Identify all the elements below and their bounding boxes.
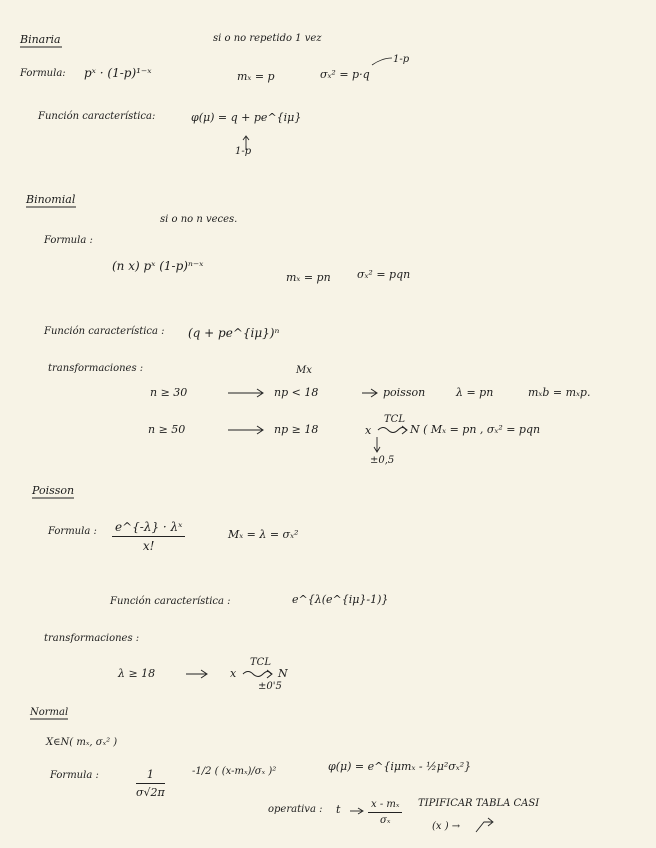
binomial-t1-extra: mₓb = mₓp. — [528, 386, 591, 399]
poisson-t-result: N — [278, 667, 288, 680]
normal-op-numerator: x - mₓ — [368, 799, 402, 813]
binomial-t2-correction: ±0,5 — [370, 455, 395, 466]
poisson-t-x: x — [230, 667, 237, 680]
binomial-char-function: (q + pe^{iμ})ⁿ — [188, 326, 280, 340]
normal-notation: X∈N( mₓ, σₓ² ) — [46, 737, 118, 748]
binaria-variance-note: 1-p — [393, 54, 410, 65]
binomial-t1-lambda: λ = pn — [456, 386, 494, 399]
normal-formula-coefficient — [136, 768, 165, 799]
binomial-mean: mₓ = pn — [286, 271, 331, 284]
binaria-variance: σₓ² = p·q — [320, 68, 370, 81]
poisson-formula-label: Formula : — [48, 526, 97, 537]
poisson-formula — [112, 520, 185, 553]
binomial-t1-condition: n ≥ 30 — [150, 386, 188, 399]
normal-formula-exponent: -1/2 ( (x-mₓ)/σₓ )² — [192, 766, 277, 777]
binaria-mean: mₓ = p — [237, 70, 275, 83]
binomial-t2-tcl: TCL — [384, 414, 405, 425]
binomial-t1-result: poisson — [383, 386, 426, 399]
normal-op-t: t — [336, 803, 341, 816]
poisson-transf-label: transformaciones : — [44, 633, 140, 644]
normal-op-fraction — [368, 799, 402, 826]
poisson-formula-denominator: x! — [142, 539, 155, 553]
normal-op-denominator: σₓ — [380, 815, 391, 826]
binaria-heading: Binaria — [20, 33, 61, 46]
binomial-t2-condition: n ≥ 50 — [148, 423, 186, 436]
binomial-t1-note: Mx — [296, 365, 312, 376]
normal-formula-label: Formula : — [50, 770, 99, 781]
binomial-formula-label: Formula : — [44, 235, 93, 246]
binaria-char-label: Función característica: — [38, 111, 156, 122]
normal-char-function: φ(μ) = e^{iμmₓ - ½μ²σₓ²} — [328, 760, 472, 773]
normal-heading: Normal — [30, 707, 69, 718]
binaria-description: si o no repetido 1 vez — [213, 33, 322, 44]
binomial-formula: (n x) pˣ (1-p)ⁿ⁻ˣ — [112, 259, 204, 273]
normal-op-sub: (x ) → — [432, 821, 461, 832]
binaria-q-note: 1-p — [235, 146, 252, 157]
binomial-t2-approx: np ≥ 18 — [274, 423, 319, 436]
poisson-formula-numerator: e^{-λ} · λˣ — [112, 520, 185, 537]
poisson-t-tcl: TCL — [250, 657, 271, 668]
normal-formula-numerator: 1 — [136, 768, 165, 784]
poisson-moments: Mₓ = λ = σₓ² — [228, 528, 299, 541]
normal-op-label: operativa : — [268, 804, 323, 815]
binomial-char-label: Función característica : — [44, 326, 165, 337]
binomial-transf-label: transformaciones : — [48, 363, 144, 374]
poisson-t-condition: λ ≥ 18 — [118, 667, 156, 680]
poisson-char-label: Función característica : — [110, 596, 231, 607]
poisson-heading: Poisson — [32, 484, 75, 497]
binomial-t2-result: N ( Mₓ = pn , σₓ² = pqn — [410, 423, 541, 436]
binomial-variance: σₓ² = pqn — [357, 268, 411, 281]
poisson-t-correction: ±0'5 — [258, 681, 282, 692]
binaria-char-function: φ(μ) = q + pe^{iμ} — [191, 111, 302, 124]
binaria-formula-label: Formula: — [20, 68, 66, 79]
binomial-heading: Binomial — [26, 193, 76, 206]
binaria-formula: pˣ · (1-p)¹⁻ˣ — [84, 66, 152, 80]
poisson-char-function: e^{λ(e^{iμ}-1)} — [292, 593, 389, 606]
binomial-t1-approx: np < 18 — [274, 386, 319, 399]
normal-formula-denominator: σ√2π — [136, 786, 165, 799]
binomial-description: si o no n veces. — [160, 214, 238, 225]
binomial-t2-x: x — [365, 424, 372, 437]
normal-op-note: TIPIFICAR TABLA CASI — [418, 798, 540, 809]
